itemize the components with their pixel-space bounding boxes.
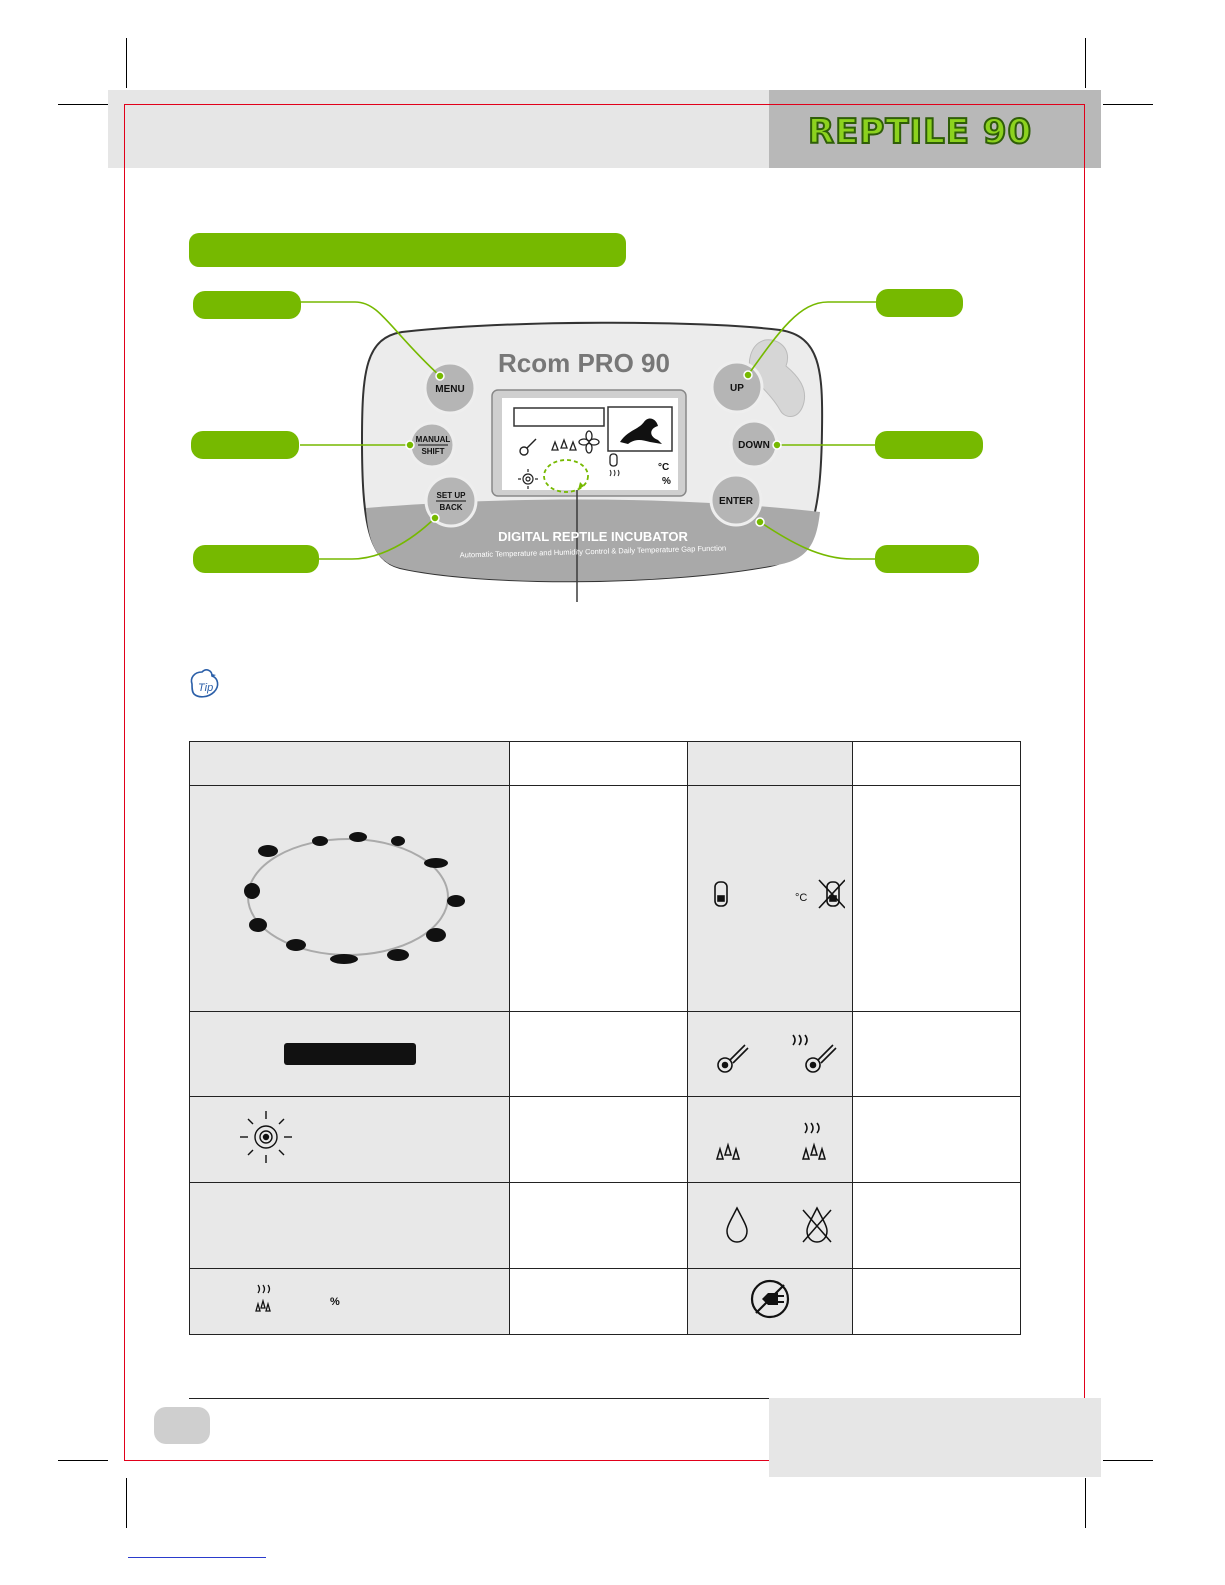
back-button-label: BACK (439, 503, 463, 512)
humidifier-status-icons (695, 1109, 845, 1165)
table-cell (853, 1012, 1021, 1097)
table-cell (688, 786, 853, 1012)
panel-tagline: Automatic Temperature and Humidity Control & Daily Temperature Gap Function (459, 543, 727, 560)
setup-button-label: SET UP (436, 491, 466, 500)
table-header-row (190, 742, 1021, 786)
lcd-percent-unit: % (662, 476, 671, 487)
table-row (190, 786, 1021, 1012)
lcd-text-field (514, 408, 604, 426)
table-header-cell (688, 742, 853, 786)
table-header-cell (190, 742, 510, 786)
table-cell (688, 1269, 853, 1335)
table-cell (688, 1097, 853, 1183)
legend-celsius-unit: °C (795, 892, 808, 904)
footer-band (769, 1398, 1101, 1477)
menu-button[interactable] (425, 363, 475, 413)
crop-mark (126, 1478, 127, 1528)
page-number-tab (154, 1407, 210, 1444)
legend-percent-unit: % (330, 1296, 340, 1308)
panel-logo: Rcom PRO 90 (498, 348, 670, 378)
water-level-icons (695, 1198, 845, 1248)
heater-icon (236, 1107, 296, 1167)
lcd-text-bar-icon (284, 1043, 416, 1065)
brand-logo: REPTILE 90 (808, 112, 1033, 152)
table-cell (510, 1012, 688, 1097)
sensor-error-icons (695, 876, 845, 916)
table-cell (510, 1269, 688, 1335)
down-button[interactable] (731, 421, 777, 467)
table-row (190, 1183, 1021, 1269)
crop-mark (1103, 1460, 1153, 1461)
up-button-label: UP (730, 383, 744, 394)
reptile-cycle-icon (230, 821, 470, 971)
table-cell (853, 1269, 1021, 1335)
crop-mark (1085, 1478, 1086, 1528)
table-cell (688, 1183, 853, 1269)
crop-mark (58, 1460, 108, 1461)
table-cell (688, 1012, 853, 1097)
table-header-cell (853, 742, 1021, 786)
table-row (190, 1012, 1021, 1097)
manual-button-label: MANUAL (415, 435, 451, 444)
footer-link-underline (128, 1557, 266, 1558)
power-plug-icon (748, 1277, 792, 1321)
table-cell (190, 1097, 510, 1183)
tip-chick-icon (186, 664, 222, 700)
enter-button-label: ENTER (719, 496, 753, 507)
table-row (190, 1269, 1021, 1335)
control-panel-illustration (180, 280, 1040, 610)
table-cell (853, 1097, 1021, 1183)
menu-button-label: MENU (435, 384, 465, 395)
crop-mark (58, 104, 108, 105)
table-cell (190, 786, 510, 1012)
icon-legend-table (189, 741, 1021, 1335)
table-cell (510, 1183, 688, 1269)
table-cell (853, 786, 1021, 1012)
table-cell (190, 1183, 510, 1269)
crop-mark (126, 38, 127, 88)
table-cell (853, 1183, 1021, 1269)
section-title-bar (189, 233, 626, 267)
manual-shift-button[interactable] (410, 423, 454, 467)
enter-button[interactable] (711, 475, 761, 525)
table-cell (190, 1269, 510, 1335)
table-cell (190, 1012, 510, 1097)
table-cell (510, 1097, 688, 1183)
table-cell (510, 786, 688, 1012)
down-button-label: DOWN (738, 440, 770, 451)
shift-button-label: SHIFT (421, 447, 445, 456)
svg-text:Tip: Tip (198, 682, 214, 694)
heater-status-icons (695, 1027, 845, 1077)
up-button[interactable] (712, 362, 762, 412)
table-header-cell (510, 742, 688, 786)
lcd-celsius-unit: °C (658, 462, 670, 473)
panel-subtitle: DIGITAL REPTILE INCUBATOR (498, 529, 688, 544)
humidity-percent-icon (250, 1279, 370, 1319)
crop-mark (1085, 38, 1086, 88)
crop-mark (1103, 104, 1153, 105)
table-row (190, 1097, 1021, 1183)
